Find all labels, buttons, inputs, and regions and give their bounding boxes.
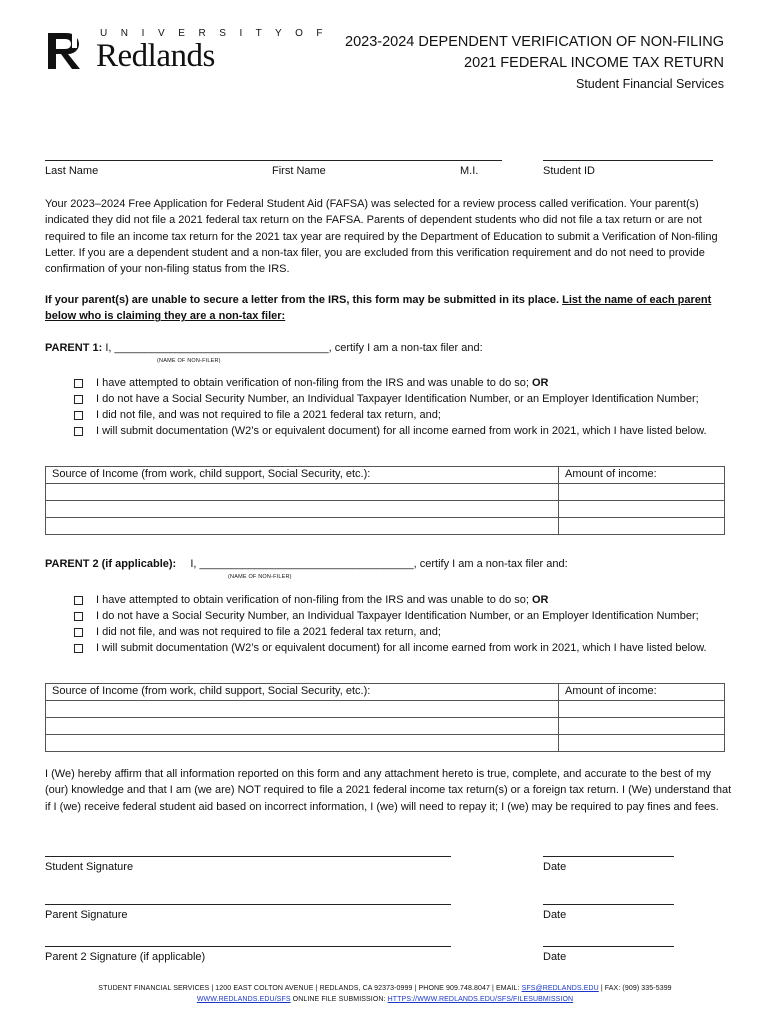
amount-cell[interactable] <box>559 701 725 718</box>
parent1-checkbox-2[interactable] <box>74 395 83 404</box>
parent1-item-2: I do not have a Social Security Number, an Individual Taxpayer Identification Number, or an Employer Identification Number; <box>96 393 699 405</box>
parent-date-line[interactable] <box>543 904 674 905</box>
parent2-item-1-or: OR <box>531 594 549 606</box>
department-name: Student Financial Services <box>576 77 724 91</box>
parent1-item-4: I will submit documentation (W2’s or equivalent document) for all income earned from work in 2021, which I have listed below. <box>96 425 707 437</box>
parent1-checkbox-3[interactable] <box>74 411 83 420</box>
table-row <box>46 718 725 735</box>
parent1-checkbox-1[interactable] <box>74 379 83 388</box>
table-row <box>46 501 725 518</box>
parent2-name-blank[interactable]: I, ___________________________________, <box>190 558 417 570</box>
parent1-name-blank[interactable]: I, ___________________________________, <box>105 342 332 354</box>
parent1-checkbox-4[interactable] <box>74 427 83 436</box>
affirmation-paragraph: I (We) hereby affirm that all information reported on this form and any attachment hereto is true, complete, and accurate to the best of my (our) knowledge and that I am (we are) NOT required to file a 2021 federal income tax return(s) or a foreign tax return. I (We) understand that if I (we) receive federal student aid based on incorrect information, I (we) will need to repay it; I (we) may be required to pay fines and fees. <box>45 768 732 813</box>
source-cell[interactable] <box>46 701 559 718</box>
first-name-label: First Name <box>272 165 326 177</box>
source-cell[interactable] <box>46 501 559 518</box>
footer-fax-text: | FAX: (909) 335-5399 <box>600 985 672 992</box>
footer-contact-text: STUDENT FINANCIAL SERVICES | 1200 EAST COLTON AVENUE | REDLANDS, CA 92373-0999 | PHONE 909.748.8047 | EMAIL: <box>98 985 520 992</box>
student-signature-label: Student Signature <box>45 861 134 873</box>
last-name-label: Last Name <box>45 165 99 177</box>
table-row <box>46 701 725 718</box>
student-id-line[interactable] <box>543 160 713 161</box>
parent1-item-1 <box>96 376 746 392</box>
mi-label: M.I. <box>460 165 479 177</box>
parent2-certify-line <box>45 558 568 570</box>
parent2-item-1-text: I have attempted to obtain verification of non-filing from the IRS and was unable to do so; <box>96 594 529 606</box>
footer-submission-label: ONLINE FILE SUBMISSION: <box>292 996 386 1003</box>
table-header-row <box>46 684 725 701</box>
footer-line-2 <box>0 996 770 1003</box>
amount-cell[interactable] <box>559 501 725 518</box>
parent2-item-3: I did not file, and was not required to file a 2021 federal tax return, and; <box>96 626 441 638</box>
form-title-line1: 2023-2024 DEPENDENT VERIFICATION OF NON-FILING <box>345 34 724 50</box>
table-row <box>46 735 725 752</box>
logo-redlands: Redlands <box>96 38 215 74</box>
instruction-paragraph <box>45 292 735 325</box>
source-cell[interactable] <box>46 484 559 501</box>
parent1-certify-text: certify I am a non-tax filer and: <box>334 342 483 354</box>
university-logo-mark <box>46 31 94 71</box>
source-of-income-header: Source of Income (from work, child support, Social Security, etc.): <box>46 467 559 484</box>
student-name-line[interactable] <box>45 160 502 161</box>
parent2-date-label: Date <box>543 951 567 963</box>
source-of-income-header: Source of Income (from work, child support, Social Security, etc.): <box>46 684 559 701</box>
parent2-checkbox-3[interactable] <box>74 628 83 637</box>
logo-university-of: U N I V E R S I T Y O F <box>100 28 328 39</box>
amount-cell[interactable] <box>559 518 725 535</box>
parent1-name-caption: (NAME OF NON-FILER) <box>157 358 221 364</box>
parent2-date-line[interactable] <box>543 946 674 947</box>
parent2-signature-line[interactable] <box>45 946 451 947</box>
student-signature-line[interactable] <box>45 856 451 857</box>
amount-cell[interactable] <box>559 718 725 735</box>
parent1-item-3: I did not file, and was not required to file a 2021 federal tax return, and; <box>96 409 441 421</box>
table-header-row <box>46 467 725 484</box>
form-title-line2: 2021 FEDERAL INCOME TAX RETURN <box>464 55 724 71</box>
parent2-item-4: I will submit documentation (W2’s or equivalent document) for all income earned from work in 2021, which I have listed below. <box>96 642 707 654</box>
parent-date-label: Date <box>543 909 567 921</box>
footer-email-link[interactable]: SFS@REDLANDS.EDU <box>521 985 599 992</box>
instruction-text: If your parent(s) are unable to secure a letter from the IRS, this form may be submitted in its place. <box>45 294 560 306</box>
source-cell[interactable] <box>46 735 559 752</box>
student-date-label: Date <box>543 861 567 873</box>
amount-cell[interactable] <box>559 484 725 501</box>
table-row <box>46 518 725 535</box>
parent-signature-line[interactable] <box>45 904 451 905</box>
instruction-underlined-text: List the name of each parent below who is claiming they are a non-tax filer: <box>45 294 712 323</box>
amount-cell[interactable] <box>559 735 725 752</box>
parent-signature-label: Parent Signature <box>45 909 128 921</box>
footer-line-1 <box>0 985 770 992</box>
parent1-certify-line <box>45 342 483 354</box>
amount-of-income-header: Amount of income: <box>559 684 725 701</box>
parent1-income-table <box>45 466 725 535</box>
parent2-label: PARENT 2 (if applicable): <box>45 558 177 570</box>
parent2-certify-text: certify I am a non-tax filer and: <box>419 558 568 570</box>
parent2-item-1 <box>96 593 746 609</box>
parent2-item-2: I do not have a Social Security Number, an Individual Taxpayer Identification Number, or an Employer Identification Number; <box>96 610 699 622</box>
amount-of-income-header: Amount of income: <box>559 467 725 484</box>
parent2-name-caption: (NAME OF NON-FILER) <box>228 574 292 580</box>
parent2-checkbox-2[interactable] <box>74 612 83 621</box>
parent1-item-1-text: I have attempted to obtain verification of non-filing from the IRS and was unable to do so; <box>96 377 529 389</box>
footer-website-link[interactable]: WWW.REDLANDS.EDU/SFS <box>196 996 291 1003</box>
table-row <box>46 484 725 501</box>
intro-paragraph: Your 2023–2024 Free Application for Federal Student Aid (FAFSA) was selected for a review process called verification. Your parent(s) indicated they did not file a 2021 federal tax return on the FAFSA. Parents of dependent students who did not file a tax return or are not required to file an income tax return for the 2021 tax year are required by the Department of Education to submit a Verification of Non-filing Letter. If you are a dependent student and a non-tax filer, you are excluded from this verification requirement and do not need to provide confirmation of your non-filing status from the IRS. <box>45 198 718 276</box>
student-date-line[interactable] <box>543 856 674 857</box>
student-id-label: Student ID <box>543 165 595 177</box>
parent1-item-1-or: OR <box>531 377 549 389</box>
parent2-signature-label: Parent 2 Signature (if applicable) <box>45 951 206 963</box>
parent2-checkbox-4[interactable] <box>74 644 83 653</box>
source-cell[interactable] <box>46 718 559 735</box>
parent1-label: PARENT 1: <box>45 342 103 354</box>
source-cell[interactable] <box>46 518 559 535</box>
parent2-checkbox-1[interactable] <box>74 596 83 605</box>
parent2-income-table <box>45 683 725 752</box>
footer-submission-link[interactable]: HTTPS://WWW.REDLANDS.EDU/SFS/FILESUBMISSION <box>387 996 574 1003</box>
